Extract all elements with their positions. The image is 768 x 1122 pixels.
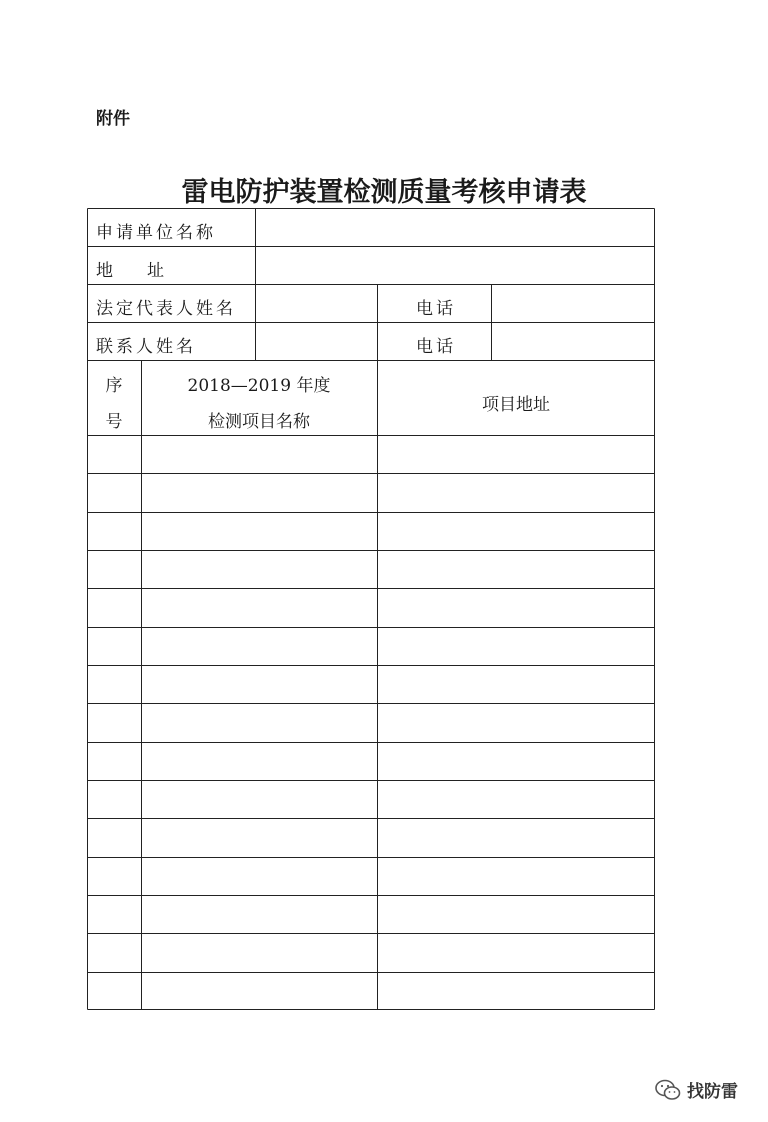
seq-header-char2: 号 [105,412,123,432]
phone-label-contact: 电话 [416,337,456,357]
contact-person-label: 联系人姓名 [96,337,196,357]
address-label-part1: 地 [96,261,116,281]
application-form-table [87,208,655,1010]
project-name-header-title: 检测项目名称 [208,412,310,432]
watermark-text: 找防雷 [687,1082,738,1102]
project-name-header-year: 2018—2019 年度 [187,376,331,396]
wechat-icon [655,1079,681,1101]
attachment-label: 附件 [96,109,130,129]
wechat-watermark [655,1077,738,1102]
applicant-name-label: 申请单位名称 [96,223,216,243]
phone-label-legal-rep: 电话 [416,299,456,319]
seq-header-char1: 序 [105,376,123,396]
project-address-header: 项目地址 [482,395,550,415]
address-label-part2: 址 [147,261,167,281]
form-title: 雷电防护装置检测质量考核申请表 [181,177,587,208]
table-grid-lines [87,208,655,1010]
legal-representative-label: 法定代表人姓名 [96,299,236,319]
